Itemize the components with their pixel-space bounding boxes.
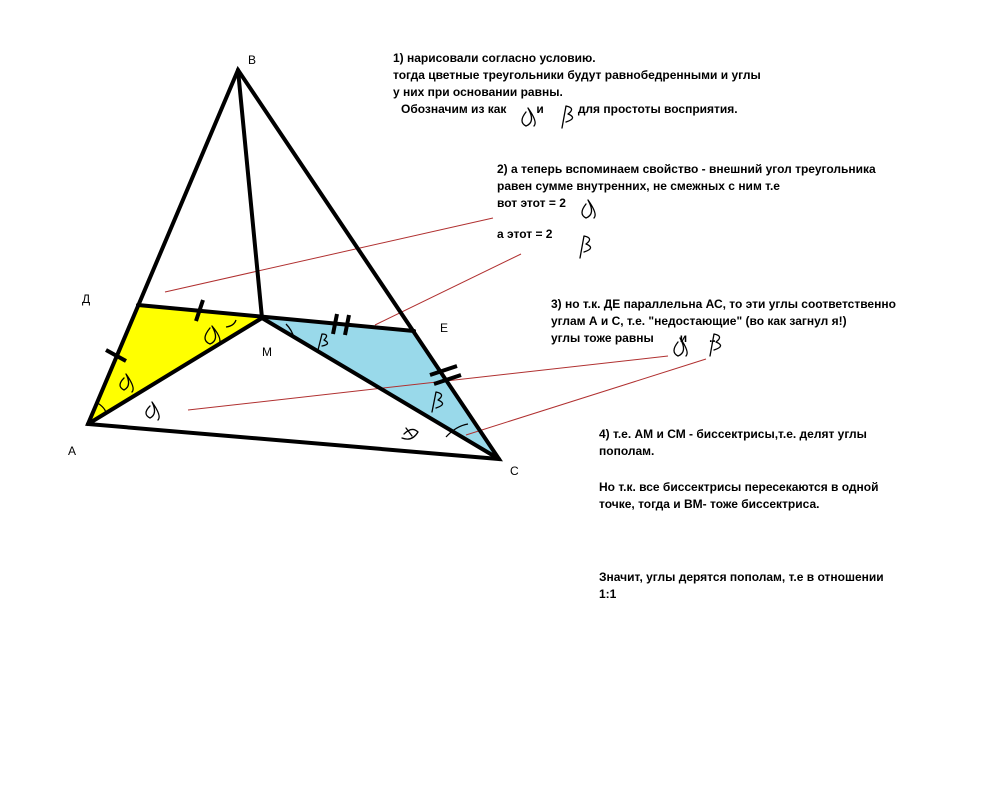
note-line: у них при основании равны. — [393, 85, 563, 99]
note-text: и — [679, 331, 688, 345]
note-step-2 — [497, 161, 876, 243]
note-step-4 — [599, 426, 867, 460]
note-line: точке, тогда и ВМ- тоже биссектриса. — [599, 497, 820, 511]
note-line: углам А и С, т.е. "недостающие" (во как загнул я!) — [551, 314, 847, 328]
note-text: .. — [709, 331, 716, 345]
note-line: тогда цветные треугольники будут равнобедренными и углы — [393, 68, 761, 82]
note-line: 2) а теперь вспоминаем свойство - внешний угол треугольника — [497, 162, 876, 176]
note-line: 1) нарисовали согласно условию. — [393, 51, 596, 65]
note-line: равен сумме внутренних, не смежных с ним т.е — [497, 179, 780, 193]
vertex-label-e: Е — [440, 321, 449, 335]
pointer-line-beta-ext — [375, 254, 521, 325]
note-line: 1:1 — [599, 587, 617, 601]
note-line: 4) т.е. АМ и СМ - биссектрисы,т.е. делят углы — [599, 427, 867, 441]
note-line: вот этот = 2 — [497, 196, 566, 210]
note-line — [401, 101, 761, 118]
note-line: а этот = 2 — [497, 227, 553, 241]
note-text: для простоты восприятия. — [577, 102, 738, 116]
vertex-label-m: М — [262, 345, 272, 359]
note-line: Но т.к. все биссектрисы пересекаются в одной — [599, 480, 879, 494]
note-conclusion — [599, 569, 884, 603]
vertex-label-c: С — [510, 464, 519, 478]
segment-bm — [238, 70, 262, 318]
note-text: углы тоже равны — [551, 331, 654, 345]
note-line: Значит, углы дерятся пополам, т.е в отношении — [599, 570, 884, 584]
vertex-label-b: В — [248, 53, 257, 67]
note-step-1 — [393, 50, 761, 118]
pointer-line-angle-c — [466, 359, 706, 435]
note-line: пополам. — [599, 444, 655, 458]
note-line — [551, 330, 896, 347]
vertex-label-d: Д — [82, 292, 91, 306]
note-step-5 — [599, 479, 879, 513]
pointer-line-alpha-ext — [165, 218, 493, 292]
alpha-icon — [146, 402, 159, 420]
beta-icon — [402, 428, 418, 439]
vertex-label-a: А — [68, 444, 77, 458]
note-text: Обозначим из как — [401, 102, 507, 116]
note-step-3 — [551, 296, 896, 347]
note-line: 3) но т.к. ДЕ параллельна АС, то эти углы соответственно — [551, 297, 896, 311]
note-text: и — [536, 102, 544, 116]
